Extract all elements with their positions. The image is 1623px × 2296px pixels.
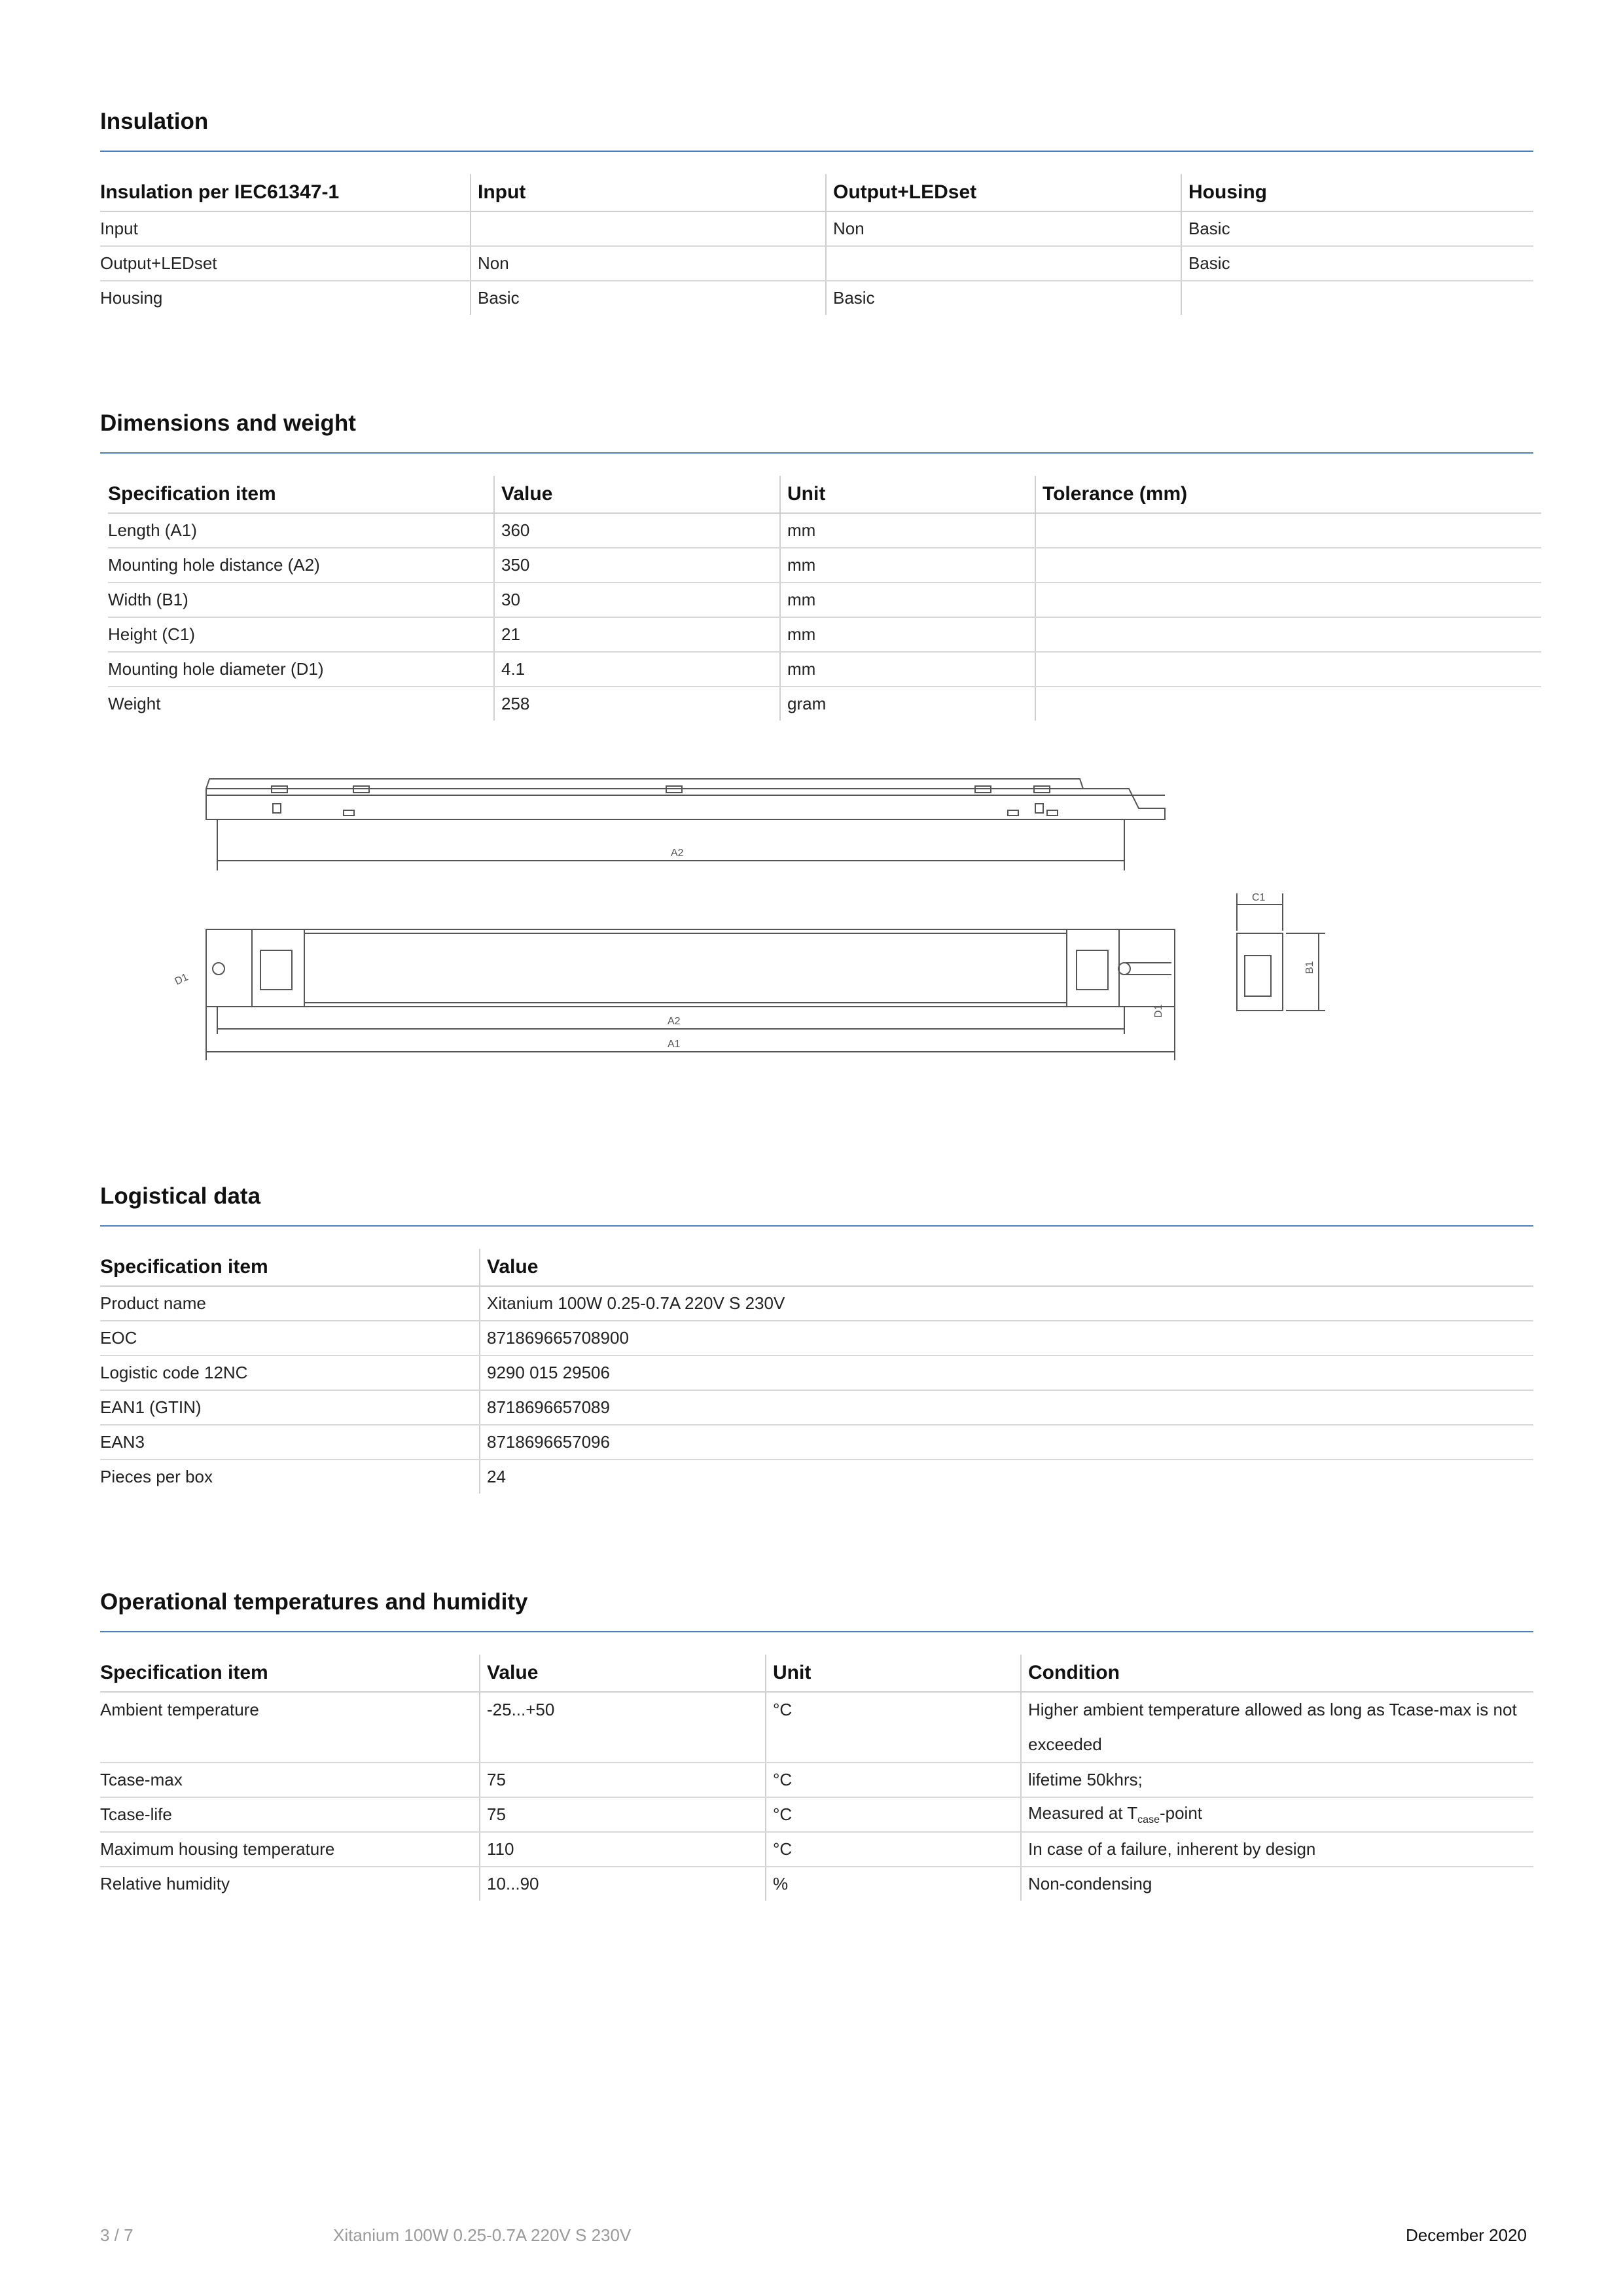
insulation-table [100,174,1533,315]
table-cell: Housing [100,288,163,308]
table-header: Input [471,174,826,211]
operational-section [100,1589,1533,1901]
table-cell: Tcase-max [100,1763,480,1797]
table-cell: EAN1 (GTIN) [100,1390,480,1425]
table-cell: °C [766,1763,1021,1797]
table-header: Insulation per IEC61347-1 [100,174,471,211]
table-row [108,548,1541,583]
table-cell: -25...+50 [480,1692,766,1763]
table-cell: % [766,1867,1021,1901]
page-footer [100,2225,1527,2251]
table-cell [471,211,826,246]
dimension-drawing [151,759,1348,1086]
table-cell [826,246,1181,281]
table-row [100,1425,1533,1460]
logistical-table [100,1249,1533,1494]
table-cell: lifetime 50khrs; [1021,1763,1533,1797]
table-cell: 871869665708900 [480,1321,1533,1355]
drawing-label-b1: B1 [1304,961,1315,974]
table-cell: Logistic code 12NC [100,1355,480,1390]
table-header: Condition [1021,1655,1533,1692]
table-cell: Pieces per box [100,1467,213,1486]
table-header: Housing [1181,174,1533,211]
table-cell: gram [780,687,1035,721]
table-cell: 360 [494,513,780,548]
page-number: 3 / 7 [100,2225,134,2245]
table-cell: Height (C1) [108,617,494,652]
drawing-label-a2-bottom: A2 [668,1016,681,1027]
table-cell: Non [471,246,826,281]
table-cell: Higher ambient temperature allowed as long as Tcase-max is not exceeded [1021,1692,1533,1763]
table-header: Value [480,1249,1533,1286]
table-row [108,513,1541,548]
table-cell [1035,583,1541,617]
table-cell [1035,548,1541,583]
drawing-label-a2: A2 [671,848,684,859]
table-cell: EAN3 [100,1425,480,1460]
table-row [100,246,1533,281]
table-cell: 4.1 [494,652,780,687]
table-cell: 258 [494,687,780,721]
table-cell: Product name [100,1286,480,1321]
table-cell: Output+LEDset [100,246,471,281]
table-row [100,1321,1533,1355]
dimensions-section [100,410,1533,721]
table-row [108,617,1541,652]
table-row [100,1763,1533,1797]
table-row [100,1797,1533,1832]
operational-table [100,1655,1533,1901]
table-cell [1035,617,1541,652]
condition-subscript: case [1137,1814,1160,1826]
table-row [108,652,1541,687]
table-cell: °C [766,1797,1021,1832]
table-cell: Non [826,211,1181,246]
table-row [100,1460,1533,1494]
table-cell: mm [780,617,1035,652]
table-cell: 9290 015 29506 [480,1355,1533,1390]
table-cell: Basic [826,281,1181,315]
dimensions-title: Dimensions and weight [100,410,1533,454]
table-cell [1035,652,1541,687]
logistical-section [100,1183,1533,1494]
table-cell: mm [780,652,1035,687]
drawing-label-c1: C1 [1252,892,1266,903]
table-row [100,1832,1533,1867]
table-cell: Relative humidity [100,1874,230,1893]
table-cell [1035,513,1541,548]
table-cell: mm [780,583,1035,617]
table-cell: Ambient temperature [100,1692,480,1763]
table-cell-tcase-condition [1021,1797,1533,1832]
table-row [100,1286,1533,1321]
condition-text-post: -point [1159,1803,1203,1823]
table-cell: 8718696657096 [480,1425,1533,1460]
dimensions-table [108,476,1541,721]
table-cell: °C [766,1832,1021,1867]
table-header: Value [494,476,780,513]
table-cell: mm [780,513,1035,548]
table-cell: Basic [471,281,826,315]
table-header: Unit [766,1655,1021,1692]
table-row [100,1390,1533,1425]
table-cell [1181,281,1533,315]
table-cell [1035,687,1541,721]
table-cell: mm [780,548,1035,583]
table-cell: 75 [480,1797,766,1832]
table-header: Specification item [100,1655,480,1692]
logistical-title: Logistical data [100,1183,1533,1227]
insulation-section [100,109,1533,315]
insulation-title: Insulation [100,109,1533,152]
table-cell: 8718696657089 [480,1390,1533,1425]
table-header: Specification item [100,1249,480,1286]
table-row [100,211,1533,246]
footer-product-name: Xitanium 100W 0.25-0.7A 220V S 230V [333,2225,632,2245]
table-cell: 75 [480,1763,766,1797]
drawing-label-d1: D1 [1153,1004,1164,1018]
footer-date: December 2020 [1406,2225,1527,2245]
table-cell: Length (A1) [108,513,494,548]
condition-text-pre: Measured at T [1028,1803,1138,1823]
table-cell: Width (B1) [108,583,494,617]
table-cell: Input [100,211,471,246]
table-cell: 350 [494,548,780,583]
table-header: Unit [780,476,1035,513]
table-header: Specification item [108,476,494,513]
table-cell: Weight [108,694,161,713]
table-row [100,1355,1533,1390]
table-cell: Non-condensing [1021,1867,1533,1901]
table-cell: Basic [1181,211,1533,246]
table-row [100,1692,1533,1763]
table-row [108,583,1541,617]
table-cell: 10...90 [480,1867,766,1901]
dimension-drawing-svg [151,759,1348,1086]
table-cell: °C [766,1692,1021,1763]
table-cell: 21 [494,617,780,652]
table-cell: Maximum housing temperature [100,1832,480,1867]
table-cell: Mounting hole diameter (D1) [108,652,494,687]
table-cell: Basic [1181,246,1533,281]
drawing-label-d1-hole: D1 [173,971,190,988]
table-cell: In case of a failure, inherent by design [1021,1832,1533,1867]
table-row [100,1867,1533,1901]
table-row [100,281,1533,315]
table-cell: Xitanium 100W 0.25-0.7A 220V S 230V [480,1286,1533,1321]
drawing-label-a1: A1 [668,1039,681,1050]
table-cell: Tcase-life [100,1797,480,1832]
table-row [108,687,1541,721]
table-header: Output+LEDset [826,174,1181,211]
table-header: Value [480,1655,766,1692]
table-cell: Mounting hole distance (A2) [108,548,494,583]
table-cell: 24 [480,1460,1533,1494]
table-header: Tolerance (mm) [1035,476,1541,513]
table-cell: EOC [100,1321,480,1355]
operational-title: Operational temperatures and humidity [100,1589,1533,1632]
table-cell: 110 [480,1832,766,1867]
table-cell: 30 [494,583,780,617]
